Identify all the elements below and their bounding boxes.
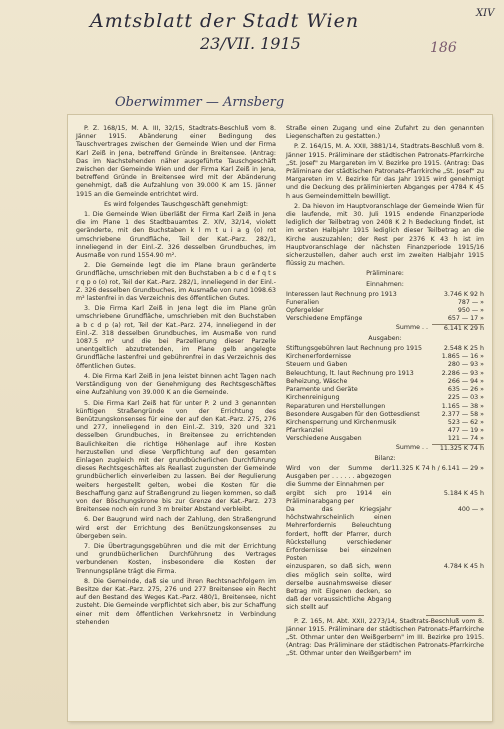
table-row xyxy=(286,378,484,386)
balance-table xyxy=(286,465,484,613)
table-row xyxy=(286,506,484,563)
table-row xyxy=(286,370,484,378)
divider xyxy=(426,615,484,616)
table-row xyxy=(286,403,484,411)
table-row xyxy=(286,361,484,369)
table-row xyxy=(286,394,484,402)
row-label: Pfarrkanzlei xyxy=(286,427,324,435)
paragraph: 2. Da hievon im Hauptvoranschlage der Gemeinde Wien für die laufende, mit 30. Juli 1915 endende Finanzperiode lediglich der Teilbetrag von 2408 K 2 h Bedeckung findet, ist im ersten Halbjahr 1915 lediglich dieser Teilbetrag an die Kirche auszuzahlen; der Rest per 2376 K 43 h ist im Hauptvoranschlage der nächsten Finanzperiode 1915/16 sicherzustellen, daher auch erst im zweiten Halbjahr 1915 flüssig zu machen. xyxy=(286,202,484,268)
table-row xyxy=(286,563,484,612)
row-label: Kirchenerfordernisse xyxy=(286,353,352,361)
row-label: Verschiedene Empfänge xyxy=(286,315,363,323)
sum-amount: 11.325 K 74 h xyxy=(432,444,484,453)
income-table xyxy=(286,291,484,333)
table-row xyxy=(286,411,484,419)
table-row xyxy=(286,386,484,394)
handwritten-corner-mark: XIV xyxy=(476,8,495,19)
row-label: Interessen laut Rechnung pro 1913 xyxy=(286,290,397,298)
row-label: Kirchenreinigung xyxy=(286,394,340,402)
paragraph: Straße einen Zugang und eine Zufahrt zu den genannten Liegenschaften zu gestatten.) xyxy=(286,125,484,141)
table-row xyxy=(286,307,484,315)
paragraph: Es wird folgendes Tauschgeschäft genehmigt: xyxy=(103,200,249,208)
table-row xyxy=(286,427,484,435)
table-row xyxy=(286,291,484,299)
preliminary-heading: Präliminare: xyxy=(366,270,404,278)
paragraph: 3. Die Firma Karl Zeiß in Jena legt die im Plane grün umschriebene Grundfläche, umschrieben mit den Buchstaben a b c d p (a) rot, Teil der Kat.-Parz. 274, inneliegend in der Einl.-Z. 318 desselben Grundbuches, im Ausmaße von rund 1087.5 m² und die bei Parzellierung dieser Parzelle unentgeltlich abzutretenden, im Plane gelb angelegte Grundfläche lastenfrei und gebührenfrei in das Verzeichnis des öffentlichen Gutes. xyxy=(76,305,276,370)
row-amount: 266 — 94 » xyxy=(447,377,484,385)
handwritten-number: 186 xyxy=(430,40,457,56)
table-row xyxy=(286,299,484,307)
row-label: Steuern und Gaben xyxy=(286,361,348,369)
row-label: Da das Kriegsjahr höchstwahrscheinlich einen Mehrerfordernis Beleuchtung fordert, hofft der Pfarrer, durch Rückstellung verschiedener Erfordernisse bei einzelnen Posten xyxy=(286,505,392,563)
sum-label: Summe . . xyxy=(395,444,428,452)
row-amount: 1.165 — 38 » xyxy=(441,402,484,410)
sum-label: Summe . . xyxy=(395,324,428,332)
paragraph: 4. Die Firma Karl Zeiß in Jena leistet binnen acht Tagen nach Verständigung von der Genehmigung des Rechtsgeschäftes eine Aufzahlung von 39.000 K an die Gemeinde. xyxy=(76,372,276,397)
row-amount: 2.377 — 58 » xyxy=(441,410,484,418)
row-label: Verschiedene Ausgaben xyxy=(286,435,362,443)
table-row xyxy=(286,419,484,427)
expense-table xyxy=(286,345,484,453)
row-amount: 225 — 03 » xyxy=(447,394,484,402)
handwritten-date: 23/VII. 1915 xyxy=(200,34,301,53)
sum-row xyxy=(286,444,484,453)
left-text-column xyxy=(76,125,276,629)
row-amount: 950 — » xyxy=(457,307,484,315)
row-amount: 400 — » xyxy=(457,505,484,513)
row-label: Kirchensperrung und Kirchenmusik xyxy=(286,418,397,426)
paragraph: P. Z. 164/15, M. A. XXII, 3881/14, Stadtrats-Beschluß vom 8. Jänner 1915. Präliminare der städtischen Patronats-Pfarrkirche „St. Josef" zu Margareten im V. Bezirke pro 1915. (Antrag: Das Präliminare der städtischen Patronats-Pfarrkirche „St. Josef" zu Margareten im V. Bezirke für das Jahr 1915 wird genehmigt und die Deckung des präliminierten Abganges per 4784 K 45 h aus Gemeindemitteln bewilligt. xyxy=(286,143,484,200)
expense-heading: Ausgaben: xyxy=(368,334,402,342)
table-row xyxy=(286,315,484,324)
row-label: Paramente und Geräte xyxy=(286,386,358,394)
row-amount: 280 — 93 » xyxy=(447,361,484,369)
row-label: Wird von der Summe der Ausgaben per . . . . . . abgezogen die Summe der Einnahmen per xyxy=(286,464,392,489)
table-row xyxy=(286,465,484,490)
handwritten-title: Amtsblatt der Stadt Wien xyxy=(90,10,360,32)
table-row xyxy=(286,490,484,506)
newspaper-clipping xyxy=(68,115,492,721)
table-row xyxy=(286,345,484,353)
row-label: einzusparen, so daß sich, wenn dies möglich sein sollte, wird derselbe ausnahmsweise dieser Betrag mit Eigenen decken, so daß der voraussichtliche Abgang sich stellt auf xyxy=(286,563,392,612)
paragraph: 8. Die Gemeinde, daß sie und ihren Rechtsnachfolgern im Besitze der Kat.-Parz. 275, 276 und 277 Breitensee ein Recht auf den Bestand des Weges Kat.-Parz. 480/1, Breitensee, nicht zusteht. Die Gemeinde verpflichtet sich aber, bis zur Schaffung einer mit dem öffentlichen Verkehrsnetz in Verbindung stehenden xyxy=(76,577,276,626)
row-amount: 477 — 19 » xyxy=(447,427,484,435)
table-row xyxy=(286,353,484,361)
row-amount: 523 — 62 » xyxy=(447,418,484,426)
income-heading: Einnahmen: xyxy=(366,280,404,288)
row-label: Reparaturen und Herstellungen xyxy=(286,402,386,410)
row-amount: 2.548 K 25 h xyxy=(443,345,484,353)
row-amount: 787 — » xyxy=(457,299,484,307)
row-amount: 3.746 K 92 h xyxy=(443,290,484,298)
row-amount: 657 — 17 » xyxy=(447,315,484,323)
sum-amount: 6.141 K 29 h xyxy=(432,324,484,333)
right-text-column xyxy=(286,125,484,661)
paragraph: 1. Die Gemeinde Wien überläßt der Firma Karl Zeiß in Jena die im Plane 1 des Stadtbauamtes Z. XIV, 32/14, violett geränderte, mit den Buchstaben k l m t u i a g (o) rot umschriebene Grundfläche, Teil der Kat.-Parz. 282/1, inneliegend in der Einl.-Z. 326 desselben Grundbuches, im Ausmaße von rund 1554.90 m². xyxy=(76,211,276,260)
table-row xyxy=(286,435,484,444)
row-label: Stiftungsgebühren laut Rechnung pro 1915 xyxy=(286,345,423,353)
row-amount: 635 — 26 » xyxy=(447,386,484,394)
row-amount: 5.184 K 45 h xyxy=(443,489,484,497)
paragraph: 7. Die Übertragungsgebühren und die mit der Errichtung und grundbücherlichen Durchführung des Vertrages verbundenen Kosten, insbesondere die Kosten der Trennungspläne trägt die Firma. xyxy=(76,542,276,575)
paragraph: 5. Die Firma Karl Zeiß hat für unter P. 2 und 3 genannten künftigen Straßengründe von der Errichtung des Benützungskonsenses für eine der auf den Kat.-Parz. 275, 276 und 277, inneliegend in den Einl.-Z. 319, 320 und 321 desselben Grundbuches, in Breitensee zu errichtenden Baulichkeiten die richtige Höhenlage auf ihre Kosten herzustellen und diese Verpflichtung auf den gesamten Einlagen zugleich mit der grundbücherlichen Durchführung dieses Rechtsgeschäftes als Reallast zugunsten der Gemeinde grundbücherlich einverleiben zu lassen. Bei der Regulierung weiters hergestellt gelten, wobei die Kosten für die Beschaffung ganz auf Straßengrund zu liegen kommen, so daß von der Böschungskrone bis zur Grenze der Kat.-Parz. 273 Breitensee noch ein rund 3 m breiter Abstand verbleibt. xyxy=(76,399,276,514)
row-label: Beleuchtung, lt. laut Rechnung pro 1913 xyxy=(286,369,414,377)
paragraph: P. Z. 168/15, M. A. III, 32/15, Stadtrats-Beschluß vom 8. Jänner 1915. Abänderung einer Bedingung des Tauschvertrages zwischen der Gemeinde Wien und der Firma Karl Zeiß in Jena, betreffend Gründe in Breitensee. (Antrag: Das im Nachstehenden näher ausgeführte Tauschgeschäft zwischen der Gemeinde Wien und der Firma Karl Zeiß in Jena, betreffend Gründe in Breitensee wird mit der Abänderung genehmigt, daß die Aufzahlung von 39.000 K am 15. Jänner 1915 an die Gemeinde entrichtet wird. xyxy=(76,125,276,198)
paragraph: 2. Die Gemeinde legt die im Plane braun geränderte Grundfläche, umschrieben mit den Buchstaben a b c d e f q t s r q p o (o) rot, Teil der Kat.-Parz. 282/1, inneliegend in der Einl.-Z. 326 desselben Grundbuches, im Ausmaße von rund 1098.63 m² lastenfrei in das Verzeichnis des öffentlichen Gutes. xyxy=(76,262,276,303)
row-label: Besondere Ausgaben für den Gottesdienst xyxy=(286,410,420,418)
row-amount: 4.784 K 45 h xyxy=(443,563,484,571)
row-label: Opfergelder xyxy=(286,307,324,315)
row-label: Beheizung, Wäsche xyxy=(286,377,348,385)
paragraph: 6. Der Baugrund wird nach der Zahlung, den Straßengrund wird erst der Errichtung des Benützungskonsenses zu übergeben sein. xyxy=(76,516,276,540)
row-amount: 1.865 — 16 » xyxy=(441,353,484,361)
row-label: Funeralien xyxy=(286,299,319,307)
balance-heading: Bilanz: xyxy=(374,454,396,462)
row-label: ergibt sich pro 1914 ein Präliminarabgang per xyxy=(286,489,392,505)
paragraph: P. Z. 165, M. Abt. XXII, 2273/14, Stadtrats-Beschluß vom 8. Jänner 1915. Präliminare der städtischen Patronats-Pfarrkirche „St. Othmar unter den Weißgerbern" im III. Bezirke pro 1915. (Antrag: Das Präliminare der städtischen Patronats-Pfarrkirche „St. Othmar unter den Weißgerbern" im xyxy=(286,617,484,658)
sum-row xyxy=(286,324,484,333)
row-amount: 11.325 K 74 h / 6.141 — 29 » xyxy=(391,464,484,472)
row-amount: 121 — 74 » xyxy=(447,435,484,443)
row-amount: 2.286 — 93 » xyxy=(441,369,484,377)
handwritten-subtitle: Oberwimmer — Arnsberg xyxy=(115,95,285,110)
